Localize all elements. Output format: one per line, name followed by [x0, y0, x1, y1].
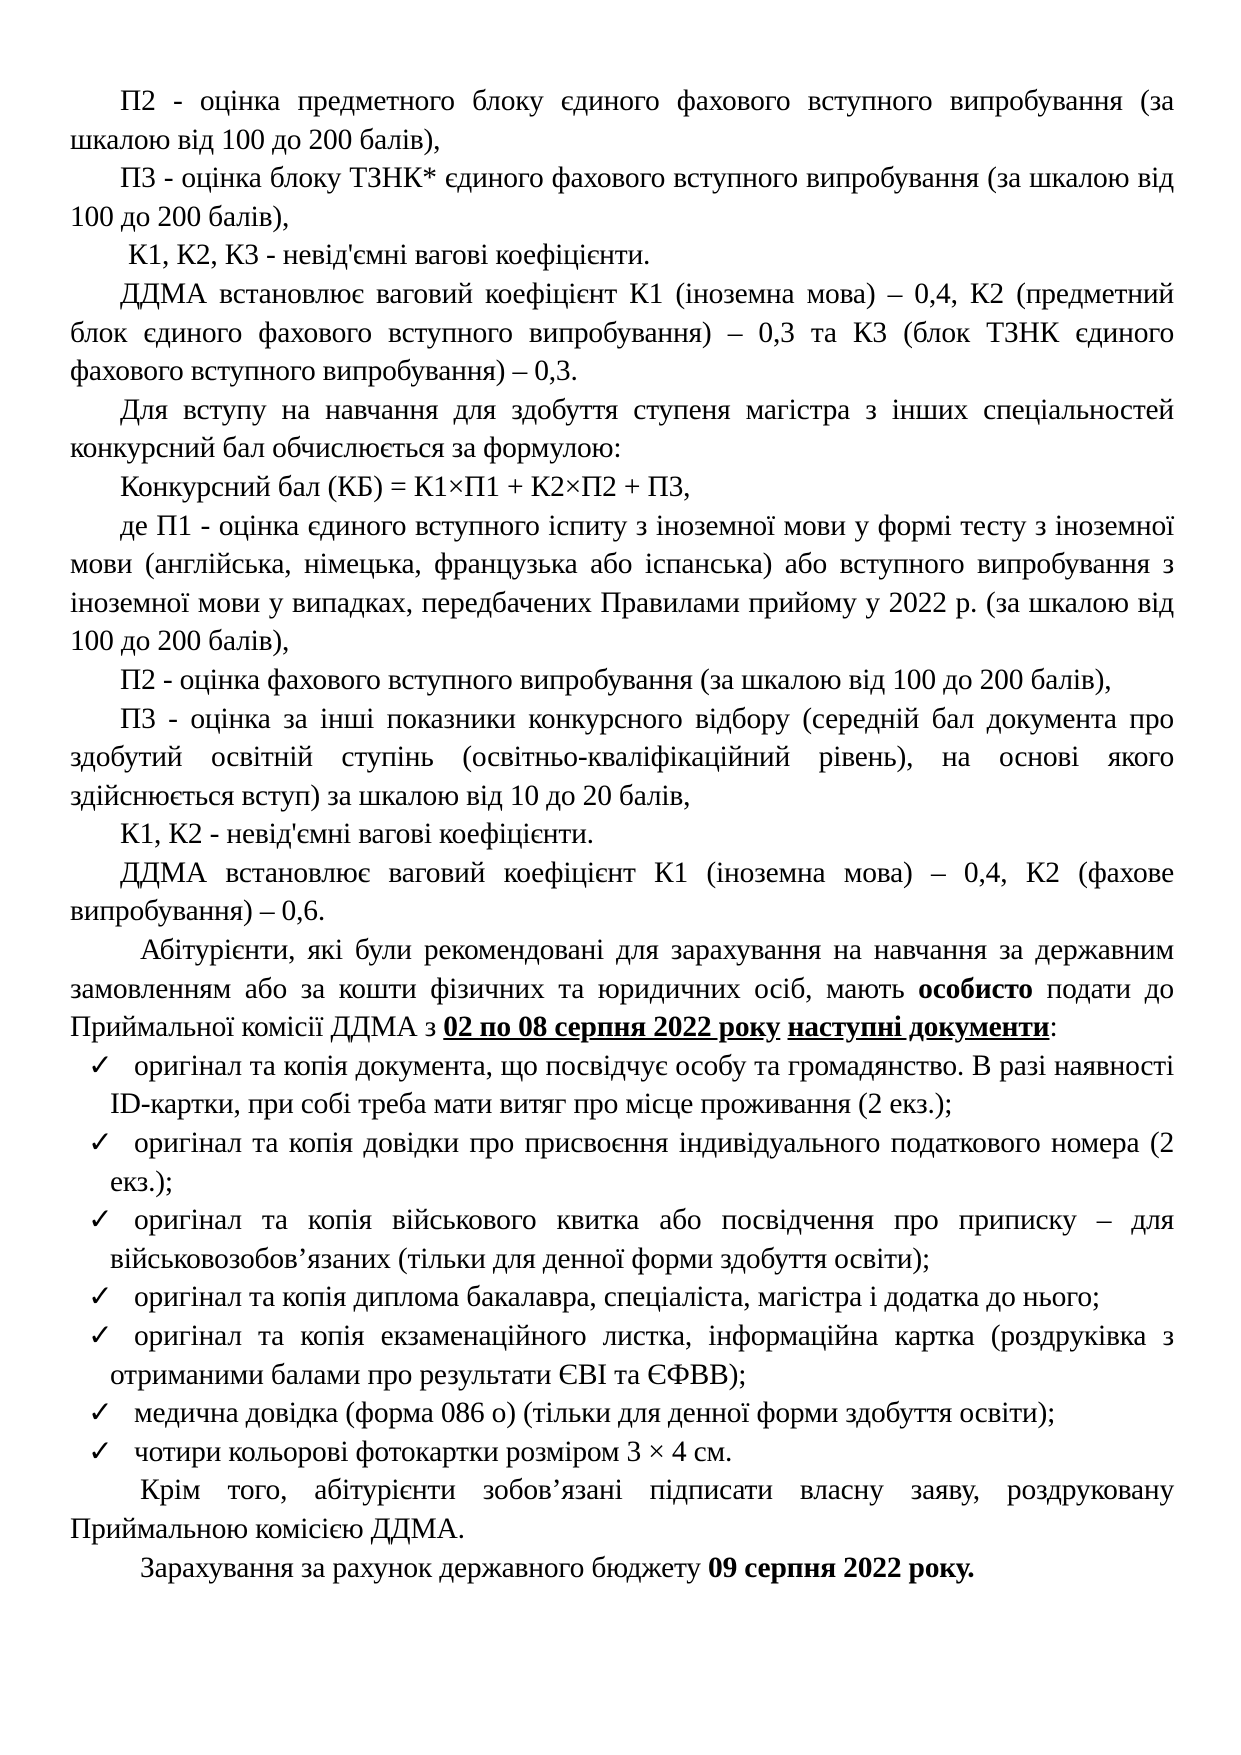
paragraph-submission: [70, 931, 1174, 1047]
paragraph-k-coefficients: К1, К2 - невід'ємні вагові коефіцієнти.: [120, 818, 594, 851]
paragraph-k-weights: ДДМА встановлює ваговий коефіцієнт К1 (іноземна мова) – 0,4, К2 (фахове випробування) – 0,6.: [70, 856, 1174, 928]
checklist-item: ✓ оригінал та копія документа, що посвідчує особу та громадянство. В разі наявності ID-картки, при собі треба мати витяг про місце проживання (2 екз.);: [70, 1047, 1174, 1124]
checklist-item: ✓ чотири кольорові фотокартки розміром 3 × 4 см.: [70, 1433, 1174, 1472]
submission-documents: наступні документи: [787, 1011, 1050, 1044]
documents-checklist: [70, 1047, 1174, 1472]
checklist-item: ✓ оригінал та копія екзаменаційного листка, інформаційна картка (роздруківка з отриманими балами про результати ЄВІ та ЄФВВ);: [70, 1317, 1174, 1394]
paragraph-formula: Конкурсний бал (КБ) = К1×П1 + К2×П2 + П3,: [120, 470, 691, 503]
document-page: [70, 82, 1174, 1587]
submission-colon: :: [1049, 1011, 1058, 1044]
checklist-item: ✓ оригінал та копія військового квитка або посвідчення про приписку – для військовозобов’язаних (тільки для денної форми здобуття освіти);: [70, 1201, 1174, 1278]
checklist-item: ✓ оригінал та копія диплома бакалавра, спеціаліста, магістра і додатка до нього;: [70, 1278, 1174, 1317]
submission-middle: подати до Приймальної комісії ДДМА з: [70, 972, 1174, 1044]
paragraph-sign-note: Крім того, абітурієнти зобов’язані підписати власну заяву, роздруковану Приймальною комісією ДДМА.: [70, 1474, 1174, 1545]
paragraph-p3: П3 - оцінка блоку ТЗНК* єдиного фахового вступного випробування (за шкалою від 100 до 200 балів),: [70, 162, 1174, 233]
checkmark-icon: ✓: [88, 1435, 113, 1468]
checklist-item: ✓ медична довідка (форма 086 о) (тільки для денної форми здобуття освіти);: [70, 1394, 1174, 1433]
checkmark-icon: ✓: [88, 1281, 113, 1314]
paragraph-p3-definition: П3 - оцінка за інші показники конкурсного відбору (середній бал документа про здобутий освітній ступінь (освітньо-кваліфікаційний рівень), на основі якого здійснюється вступ) за шкалою від 10 до 20 балів,: [70, 702, 1174, 812]
enrollment-text: Зарахування за рахунок державного бюджету: [140, 1551, 701, 1584]
paragraph-p2: П2 - оцінка предметного блоку єдиного фахового вступного випробування (за шкалою від 100 до 200 балів),: [70, 85, 1174, 156]
checkmark-icon: ✓: [88, 1127, 113, 1160]
paragraph-enrollment: [70, 1549, 1174, 1588]
paragraph-p2-definition: П2 - оцінка фахового вступного випробування (за шкалою від 100 до 200 балів),: [120, 663, 1112, 696]
paragraph-p1-definition: де П1 - оцінка єдиного вступного іспиту з іноземної мови у формі тесту з іноземної мови (англійська, німецька, французька або іспанська) або вступного випробування з іноземної мови у випадках, передбачених Правилами прийому у 2022 р. (за шкалою від 100 до 200 балів),: [70, 509, 1174, 658]
checkmark-icon: ✓: [88, 1204, 113, 1237]
paragraph-other-specialties: Для вступу на навчання для здобуття ступеня магістра з інших спеціальностей конкурсний бал обчислюється за формулою:: [70, 393, 1174, 465]
submission-personally: особисто: [918, 972, 1033, 1005]
checklist-item: ✓ оригінал та копія довідки про присвоєння індивідуального податкового номера (2 екз.);: [70, 1124, 1174, 1201]
checkmark-icon: ✓: [88, 1320, 113, 1352]
submission-intro: Абітурієнти, які були рекомендовані для зарахування на навчання за державним замовленням або за кошти фізичних та юридичних осіб, мають: [70, 934, 1174, 1005]
paragraph-weights: ДДМА встановлює ваговий коефіцієнт К1 (іноземна мова) – 0,4, К2 (предметний блок єдиного фахового вступного випробування) – 0,3 та К3 (блок ТЗНК єдиного фахового вступного випробування) – 0,3.: [70, 277, 1174, 388]
paragraph-coefficients: К1, К2, К3 - невід'ємні вагові коефіцієнти.: [128, 239, 651, 272]
enrollment-date: 09 серпня 2022 року.: [708, 1551, 975, 1584]
checkmark-icon: ✓: [88, 1397, 113, 1430]
submission-dates: 02 по 08 серпня 2022 року: [443, 1011, 781, 1044]
checkmark-icon: ✓: [88, 1049, 113, 1082]
